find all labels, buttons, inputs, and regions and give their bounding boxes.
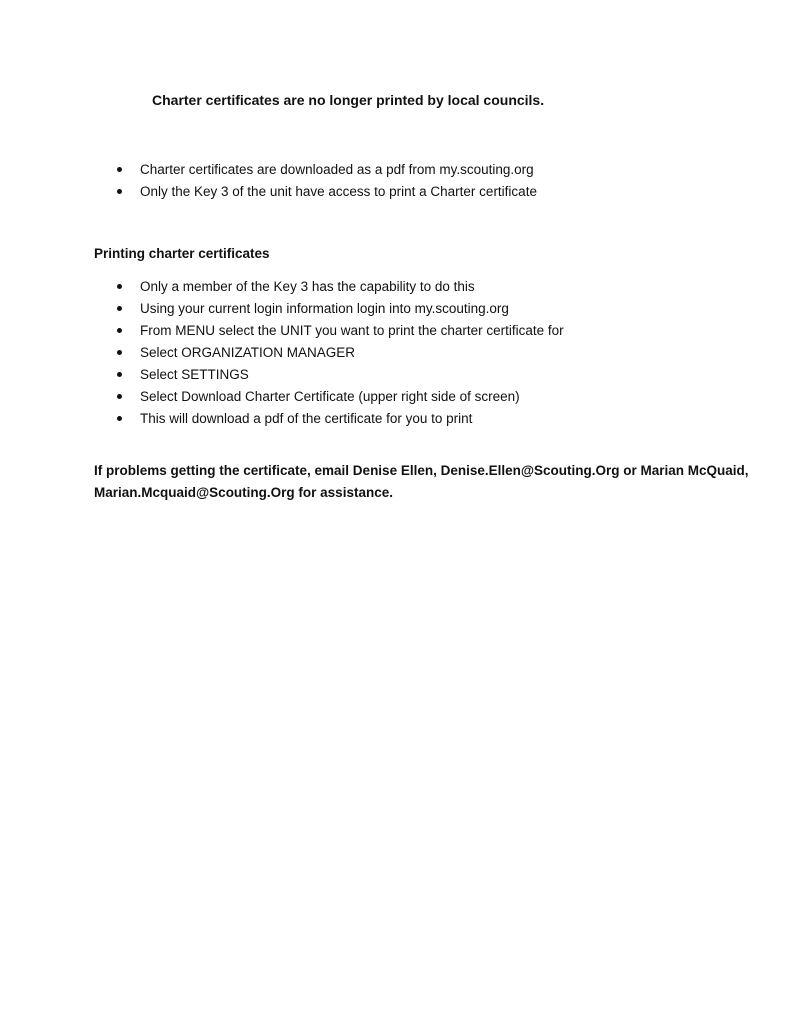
- list-item: [116, 320, 660, 342]
- list-item-text: Select SETTINGS: [140, 367, 249, 382]
- list-item-text: Select Download Charter Certificate (upper right side of screen): [140, 389, 520, 404]
- list-item-text: This will download a pdf of the certificate for you to print: [140, 411, 473, 426]
- list-item: [116, 408, 660, 430]
- bullet-icon: [117, 167, 122, 172]
- bullet-icon: [117, 350, 122, 355]
- contact-note: If problems getting the certificate, email Denise Ellen, Denise.Ellen@Scouting.Org or Marian McQuaid, Marian.Mcquaid@Scouting.Org for assistance.: [94, 463, 749, 500]
- list-item-text: Only a member of the Key 3 has the capability to do this: [140, 279, 475, 294]
- bullet-icon: [117, 189, 122, 194]
- bullet-icon: [117, 284, 122, 289]
- list-item: [116, 159, 660, 181]
- list-item-text: Select ORGANIZATION MANAGER: [140, 345, 356, 360]
- intro-bullet-list: [116, 159, 660, 203]
- list-item-text: Using your current login information login into my.scouting.org: [140, 301, 509, 316]
- list-item-text: Charter certificates are downloaded as a pdf from my.scouting.org: [140, 162, 534, 177]
- steps-bullet-list: [116, 276, 660, 430]
- list-item-text: Only the Key 3 of the unit have access to print a Charter certificate: [140, 184, 537, 199]
- list-item: [116, 276, 660, 298]
- bullet-icon: [117, 372, 122, 377]
- list-item: [116, 342, 660, 364]
- bullet-icon: [117, 328, 122, 333]
- bullet-icon: [117, 394, 122, 399]
- list-item: [116, 364, 660, 386]
- section-heading: Printing charter certificates: [94, 246, 270, 261]
- bullet-icon: [117, 416, 122, 421]
- list-item: [116, 181, 660, 203]
- bullet-icon: [117, 306, 122, 311]
- list-item: [116, 386, 660, 408]
- page-title: Charter certificates are no longer printed by local councils.: [152, 92, 545, 108]
- list-item: [116, 298, 660, 320]
- list-item-text: From MENU select the UNIT you want to print the charter certificate for: [140, 323, 564, 338]
